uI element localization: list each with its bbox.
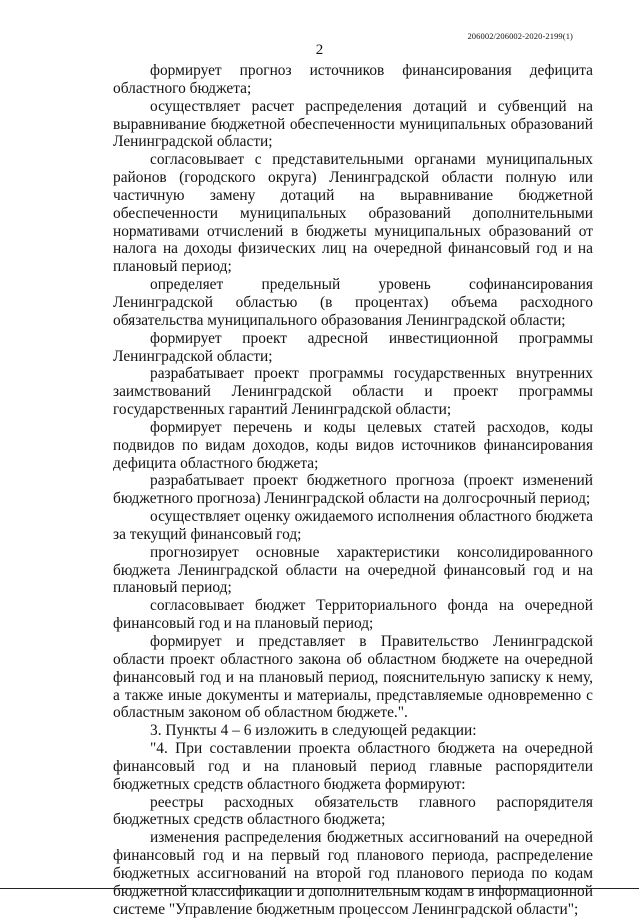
paragraph: реестры расходных обязательств главного распорядителя бюджетных средств областного бюджета;	[113, 793, 593, 829]
paragraph: разрабатывает проект бюджетного прогноза (проект изменений бюджетного прогноза) Ленинградской области на долгосрочный период;	[113, 472, 593, 508]
paragraph: формирует и представляет в Правительство Ленинградской области проект областного закона об областном бюджете на очередной финансовый год и на плановый период, пояснительную записку к нему, а также иные документы и материалы, представляемые одновременно с областным законом об областном бюджете.".	[113, 633, 593, 722]
paragraph: согласовывает с представительными органами муниципальных районов (городского округа) Ленинградской области полную или частичную замену дотаций на выравнивание бюджетной обеспеченности муниципальных образований дополнительными нормативами отчислений в бюджеты муниципальных образований от налога на доходы физических лиц на очередной финансовый год и на плановый период;	[113, 151, 593, 276]
paragraph: осуществляет расчет распределения дотаций и субвенций на выравнивание бюджетной обеспеченности муниципальных образований Ленинградской области;	[113, 97, 593, 151]
paragraph: 3. Пункты 4 – 6 изложить в следующей редакции:	[150, 722, 477, 740]
paragraph: формирует проект адресной инвестиционной программы Ленинградской области;	[113, 329, 593, 365]
paragraph: формирует перечень и коды целевых статей расходов, коды подвидов по видам доходов, коды видов источников финансирования дефицита областного бюджета;	[113, 418, 593, 472]
bottom-divider	[0, 888, 639, 889]
paragraph: прогнозирует основные характеристики консолидированного бюджета Ленинградской области на очередной финансовый год и на плановый период;	[113, 543, 593, 597]
paragraph: формирует прогноз источников финансирования дефицита областного бюджета;	[113, 62, 593, 97]
document-body	[113, 62, 593, 919]
page-number: 2	[315, 42, 324, 58]
paragraph: разрабатывает проект программы государственных внутренних заимствований Ленинградской области и проект программы государственных гарантий Ленинградской области;	[113, 365, 593, 419]
paragraph: определяет предельный уровень софинансирования Ленинградской областью (в процентах) объема расходного обязательства муниципального образования Ленинградской области;	[113, 276, 593, 329]
paragraph: согласовывает бюджет Территориального фонда на очередной финансовый год и на плановый период;	[113, 597, 593, 633]
document-id: 206002/206002-2020-2199(1)	[467, 31, 573, 41]
paragraph: осуществляет оценку ожидаемого исполнения областного бюджета за текущий финансовый год;	[113, 508, 593, 543]
paragraph: "4. При составлении проекта областного бюджета на очередной финансовый год и на плановый период главные распорядители бюджетных средств областного бюджета формируют:	[113, 740, 593, 793]
paragraph: изменения распределения бюджетных ассигнований на очередной финансовый год и на первый год планового периода, распределение бюджетных ассигнований на второй год планового периода по кодам бюджетной классификации и дополнительным кодам в информационной системе "Управление бюджетным процессом Ленинградской области";	[113, 829, 593, 918]
